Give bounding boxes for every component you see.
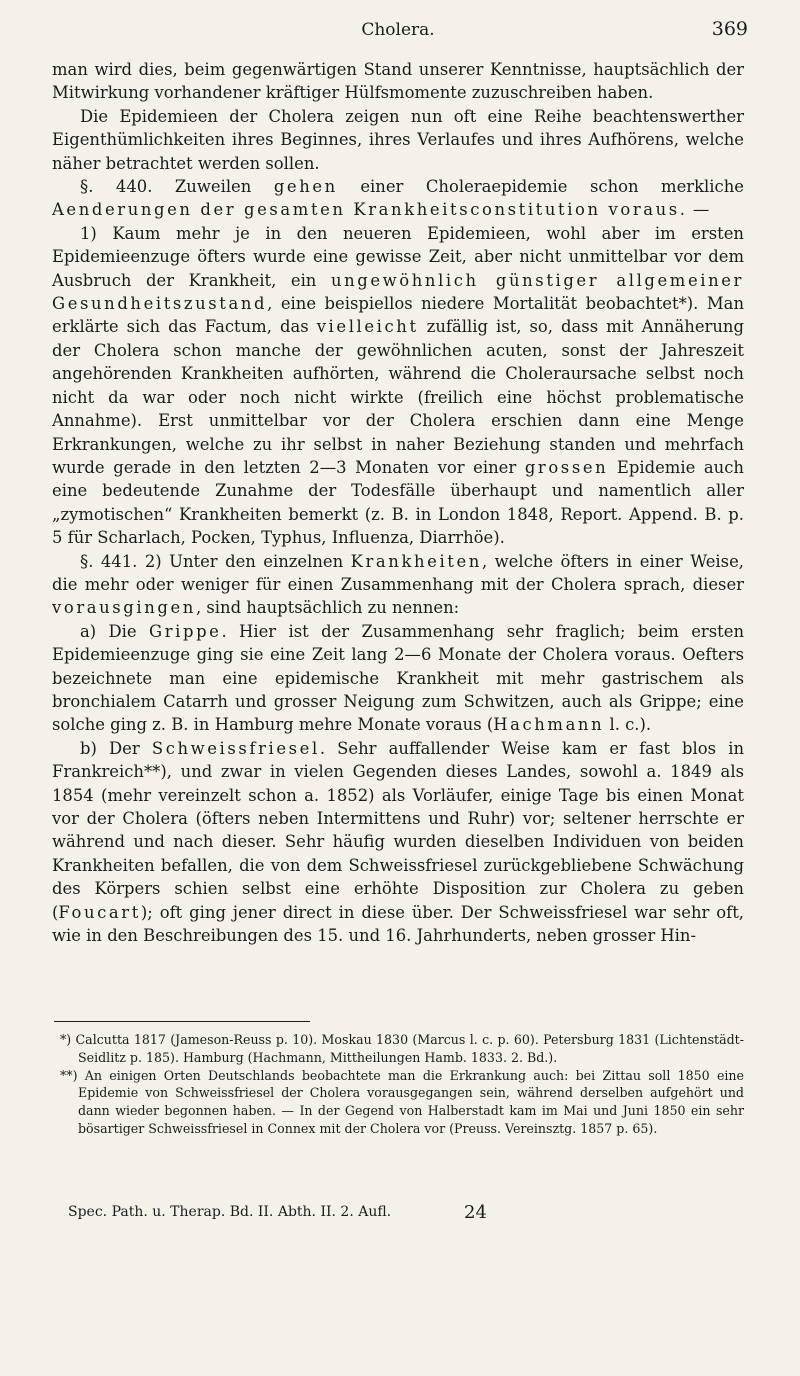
main-text: [52, 58, 744, 947]
footnote-2: **) An einigen Orten Deutschlands beobachtete man die Erkrankung auch: bei Zittau soll 1850 eine Epidemie von Schweissfriesel der Cholera vorausgegangen sein, während derselben aufgehört und dann wieder begonnen haben. — In der Gegend von Halberstadt kam im Mai und Juni 1850 ein sehr bösartiger Schweissfriesel in Connex mit der Cholera vor (Preuss. Vereinsztg. 1857 p. 65).: [60, 1067, 744, 1136]
paragraph-point-1: [52, 222, 744, 550]
paragraph-section-441: [52, 550, 744, 620]
point-1-text-g: Epidemie auch eine bedeutende Zunahme der Todesfälle überhaupt und namentlich aller „zymotischen“ Krankheiten bemerkt (z. B. in London 1848, Report. Append. B. p. 5 für Scharlach, Pocken, Typhus, Influenza, Diarrhöe).: [52, 457, 744, 548]
author-foucart: Foucart: [58, 902, 141, 922]
emphasis-schweissfriesel: Schweissfriesel: [151, 738, 320, 758]
section-441-text-c: , welche öfters in einer Weise, die mehr oder weniger für einen Zusammenhang mit der Cholera sprach, dieser: [52, 551, 744, 594]
point-1-text-a: 1) Kaum mehr je in den neueren Epidemieen, wohl aber im ersten Epidemieenzuge öfters wurde eine gewisse Zeit, aber nicht unmittelbar vor dem Ausbruch der Krankheit, ein: [52, 223, 744, 290]
emphasis-vorausgingen: vorausgingen: [52, 598, 196, 618]
paragraph-schweissfriesel: [52, 737, 744, 948]
page-footer: [68, 1204, 748, 1226]
running-head: [48, 16, 748, 46]
grippe-text-e: l. c.).: [604, 715, 652, 735]
emphasis-vielleicht: vielleicht: [316, 317, 419, 337]
signature-mark: 24: [464, 1202, 487, 1223]
point-1-text-c: , eine beispiellos niedere Mortalität beobachtet*). Man erklärte sich das Factum, das: [52, 294, 744, 337]
section-440-text: einer Choleraepidemie schon merkliche: [337, 177, 744, 197]
footnotes: [52, 1031, 744, 1138]
author-hachmann: Hachmann: [493, 715, 605, 735]
paragraph-section-440: [52, 175, 744, 222]
emphasis-krankheiten: Krankheiten: [350, 551, 482, 571]
paragraph-grippe: [52, 620, 744, 737]
point-1-text-e: zufällig ist, so, dass mit Annäherung der Cholera schon manche der gewöhnlichen acuten, sonst der Jahreszeit angehörenden Krankheiten aufhörten, während die Choleraursache selbst noch nicht da war oder noch nicht wirkte (freilich eine höchst problematische Annahme). Erst unmittelbar vor der Cholera erschien dann eine Menge Erkrankungen, welche zu ihr selbst in naher Beziehung standen und mehrfach wurde gerade in den letzten 2—3 Monaten vor einer: [52, 317, 744, 477]
grippe-text-a: a) Die: [80, 621, 149, 641]
footnote-1: *) Calcutta 1817 (Jameson-Reuss p. 10). Moskau 1830 (Marcus l. c. p. 60). Petersburg 1831 (Lichtenstädt-Seidlitz p. 185). Hamburg (Hachmann, Mittheilungen Hamb. 1833. 2. Bd.).: [60, 1032, 744, 1065]
section-440-dash: —: [687, 200, 710, 220]
emphasis-grossen: grossen: [524, 457, 609, 477]
friesel-text-e: ); oft ging jener direct in diese über. Der Schweissfriesel war sehr oft, wie in den Beschreibungen des 15. und 16. Jahrhunderts, neben grosser Hin-: [52, 902, 744, 946]
running-title: Cholera.: [361, 20, 435, 40]
emphasis-gesundheitszustand: ungewöhnlich günstiger allgemeiner Gesundheitszustand: [52, 270, 744, 314]
emphasis-krankheitsconstitution: Aenderungen der gesamten Krankheitsconstitution voraus.: [52, 200, 688, 220]
page-number: 369: [711, 18, 748, 40]
emphasis-grippe: Grippe: [149, 621, 222, 641]
friesel-text-c: . Sehr auffallender Weise kam er fast blos in Frankreich**), und zwar in vielen Gegenden dieses Landes, sowohl a. 1849 als 1854 (mehr vereinzelt schon a. 1852) als Vorläufer, einige Tage bis einen Monat vor der Cholera (öfters neben Intermittens und Ruhr) vor; seltener herrschte er während und nach dieser. Sehr häufig wurden dieselben Individuen von beiden Krankheiten befallen, die von dem Schweissfriesel zurückgebliebene Schwächung des Körpers schien selbst eine erhöhte Disposition zur Cholera zu geben (: [52, 738, 745, 922]
footnote-divider: [54, 1021, 310, 1022]
imprint-line: Spec. Path. u. Therap. Bd. II. Abth. II. 2. Aufl.: [68, 1204, 392, 1220]
grippe-text-c: . Hier ist der Zusammenhang sehr fraglich; beim ersten Epidemieenzuge ging sie eine Zeit lang 2—6 Monate der Cholera voraus. Oefters bezeichnete man eine epidemische Krankheit mit mehr gastrischem als bronchialem Catarrh und grosser Neigung zum Schwitzen, auch als Grippe; eine solche ging z. B. in Hamburg mehre Monate voraus (: [52, 621, 744, 735]
paragraph-continued: man wird dies, beim gegenwärtigen Stand unserer Kenntnisse, hauptsächlich der Mitwirkung vorhandener kräftiger Hülfsmomente zuzuschreiben haben.: [52, 60, 744, 103]
section-441-text-e: , sind hauptsächlich zu nennen:: [195, 598, 460, 618]
friesel-text-a: b) Der: [80, 738, 152, 758]
section-440-lead: §. 440. Zuweilen: [80, 177, 274, 197]
paragraph-epidemics: Die Epidemieen der Cholera zeigen nun oft eine Reihe beachtenswerther Eigenthümlichkeiten ihres Beginnes, ihres Verlaufes und ihres Aufhörens, welche näher betrachtet werden sollen.: [52, 106, 744, 173]
section-441-text-a: §. 441. 2) Unter den einzelnen: [80, 551, 351, 571]
emphasis-gehen: gehen: [273, 177, 338, 197]
